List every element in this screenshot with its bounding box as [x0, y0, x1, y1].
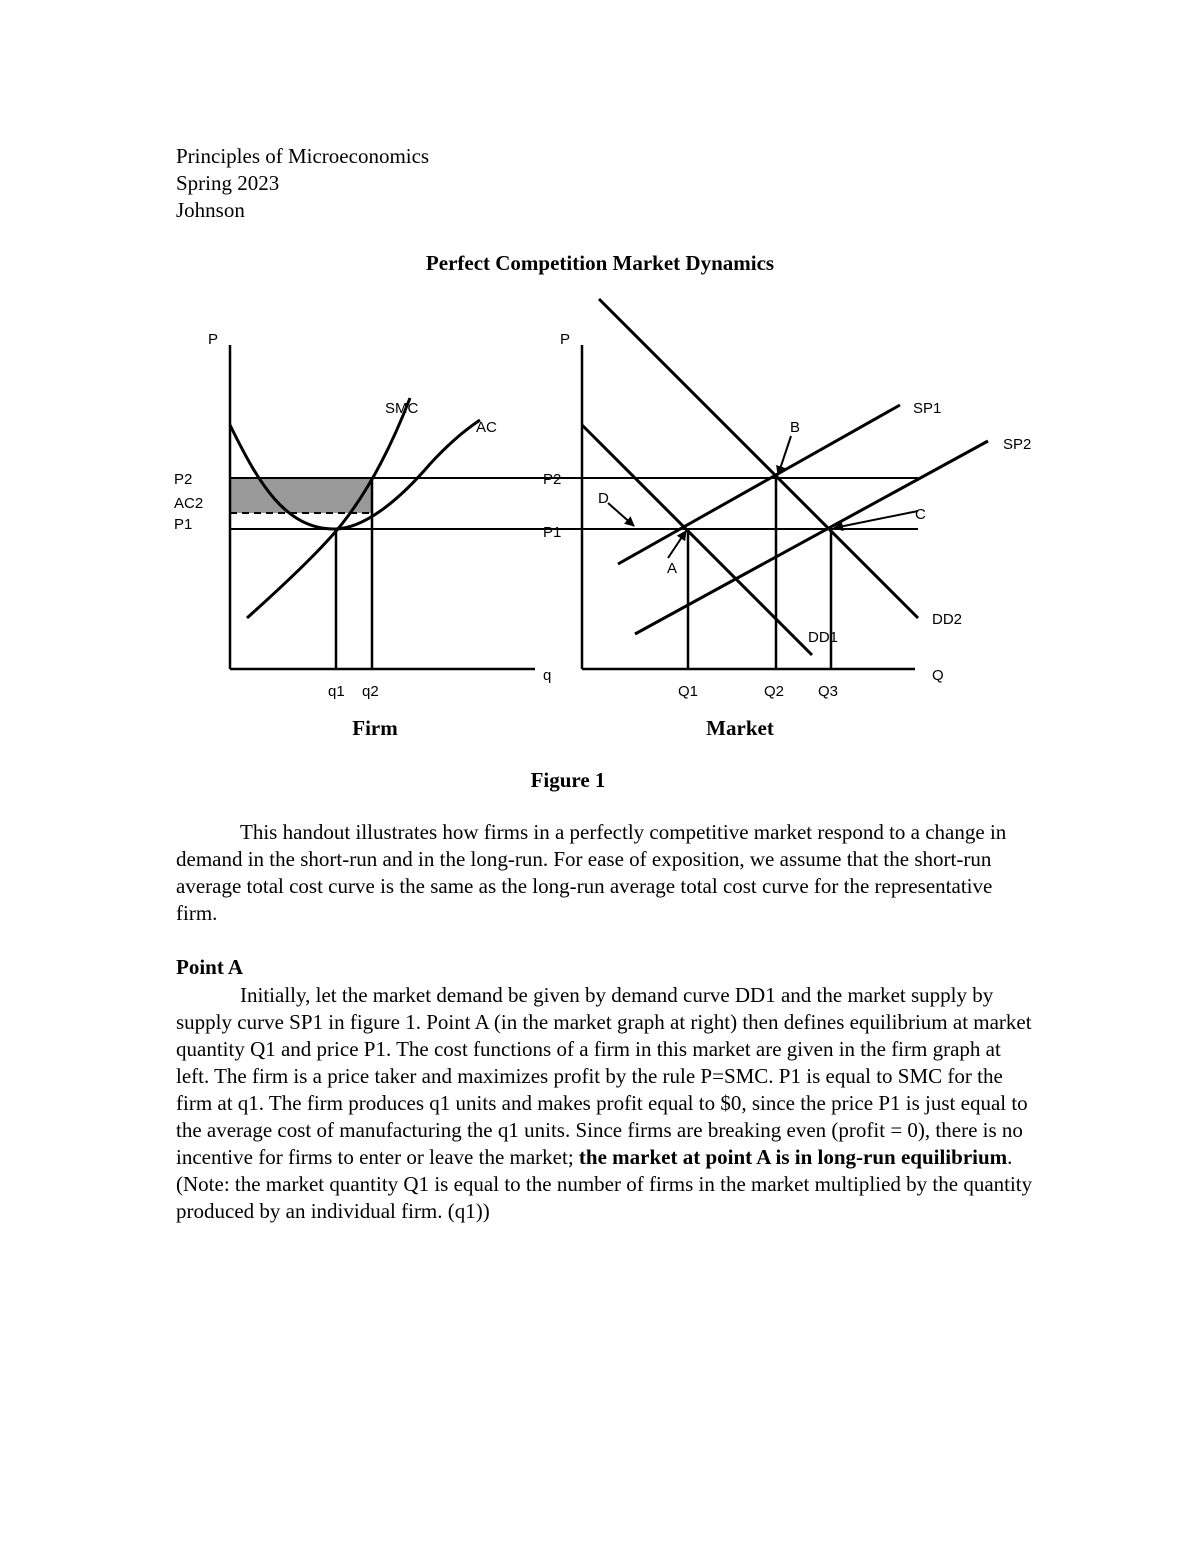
Q2-label: Q2: [764, 683, 785, 700]
course-name: Principles of Microeconomics: [176, 144, 430, 168]
point-c-label: C: [915, 506, 926, 523]
document-header: [176, 143, 429, 224]
dd1-label: DD1: [808, 629, 839, 646]
market-p1-label: P1: [543, 524, 562, 541]
smc-label: SMC: [385, 400, 419, 417]
author: Johnson: [176, 198, 245, 222]
market-axis-p: P: [560, 331, 571, 348]
q2-label: q2: [362, 683, 379, 700]
q1-label: q1: [328, 683, 345, 700]
dd2-curve: [599, 299, 918, 618]
point-a-paragraph: [176, 982, 1036, 1225]
market-axis-q: Q: [932, 667, 944, 684]
sp1-label: SP1: [913, 400, 942, 417]
sp1-curve: [618, 405, 900, 564]
point-a-text: [176, 982, 1036, 1225]
point-a-text-start: Initially, let the market demand be given by demand curve DD1 and the market supply by supply curve SP1 in figure 1. Point A (in the market graph at right) then defines equilibrium at market quantity Q1 and price P1. The cost functions of a firm in this market are given in the firm graph at left. The firm is a price taker and maximizes profit by the rule P=SMC. P1 is equal to SMC for the firm at q1. The firm produces q1 units and makes profit equal to $0, since the price P1 is just equal to the average cost of manufacturing the q1 units. Since firms are breaking even (profit = 0), there is no incentive for firms to enter or leave the market;: [176, 983, 1032, 1169]
figure-caption: Figure 1: [530, 768, 606, 792]
Q3-label: Q3: [818, 683, 839, 700]
point-a-heading: Point A: [176, 955, 244, 979]
firm-ac2-label: AC2: [174, 495, 204, 512]
point-d-label: D: [598, 490, 609, 507]
intro-text: This handout illustrates how firms in a perfectly competitive market respond to a change in demand in the short-run and in the long-run. For ease of exposition, we assume that the short-run average total cost curve is the same as the long-run average total cost curve for the representative firm.: [176, 820, 1007, 925]
firm-caption: Firm: [352, 716, 398, 740]
ac-label: AC: [476, 419, 497, 436]
figure-1-diagram: [0, 290, 1200, 760]
document-title: Perfect Competition Market Dynamics: [425, 251, 775, 275]
term: Spring 2023: [176, 171, 280, 195]
point-a-text-bold: the market at point A is in long-run equilibrium: [578, 1145, 1008, 1169]
market-p2-label: P2: [543, 471, 562, 488]
market-graph: [543, 299, 1031, 740]
market-caption: Market: [706, 716, 774, 740]
firm-axis-p: P: [208, 331, 219, 348]
intro-paragraph: [176, 819, 1036, 927]
point-a-text-end: . (Note: the market quantity Q1 is equal to the number of firms in the market multiplied by the quantity produced by an individual firm. (q1)): [176, 1145, 1033, 1223]
firm-p1-label: P1: [174, 516, 193, 533]
arrow-d: [608, 503, 634, 526]
profit-area: [231, 478, 372, 513]
dd2-label: DD2: [932, 611, 963, 628]
firm-p2-label: P2: [174, 471, 193, 488]
firm-axis-q: q: [543, 667, 552, 684]
point-b-label: B: [790, 419, 801, 436]
sp2-label: SP2: [1003, 436, 1032, 453]
point-a-label: A: [667, 560, 678, 577]
dd1-curve: [582, 425, 812, 655]
Q1-label: Q1: [678, 683, 699, 700]
